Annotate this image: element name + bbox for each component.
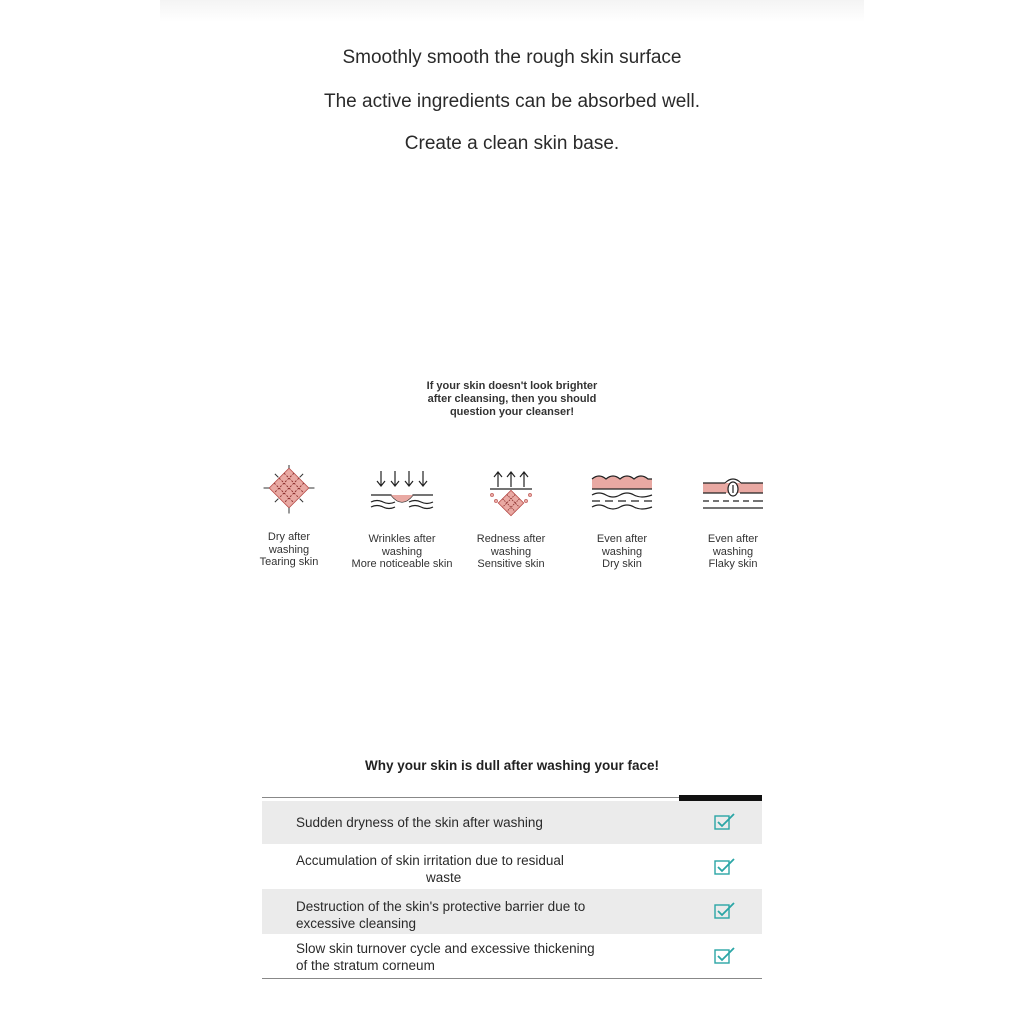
reason-text <box>296 853 636 886</box>
symptom-dry-tearing <box>230 465 348 569</box>
symptom-wrinkles <box>343 465 461 571</box>
reason-line: Sudden dryness of the skin after washing <box>296 815 543 830</box>
reason-line: of the stratum corneum <box>296 957 435 973</box>
caption-line: washing <box>268 543 310 556</box>
reason-line: Accumulation of skin irritation due to residual <box>296 853 564 868</box>
cleanser-question <box>380 380 644 419</box>
reasons-table-title: Why your skin is dull after washing your face! <box>364 758 660 773</box>
question-line: after cleansing, then you should <box>427 393 597 405</box>
symptom-dry-skin <box>563 465 681 571</box>
symptom-caption <box>674 533 792 571</box>
flaky-pore-icon <box>698 465 768 523</box>
reason-text <box>296 815 636 832</box>
top-fade-band <box>160 0 864 22</box>
caption-line: washing <box>381 545 423 558</box>
headline-absorption: The active ingredients can be absorbed well. <box>323 91 700 112</box>
caption-line: Flaky skin <box>708 558 758 570</box>
checkbox-checked-icon <box>714 858 736 876</box>
reason-line: Destruction of the skin's protective barrier due to <box>296 899 586 914</box>
table-row <box>262 889 762 934</box>
question-line: question your cleanser! <box>449 406 575 418</box>
symptom-caption <box>230 531 348 569</box>
symptom-caption <box>343 533 461 571</box>
caption-line: washing <box>601 545 643 558</box>
caption-line: Dry after <box>267 531 311 543</box>
redness-rising-icon <box>476 465 546 523</box>
table-row <box>262 844 762 889</box>
caption-line: More noticeable skin <box>351 558 453 570</box>
caption-line: Sensitive skin <box>477 558 545 570</box>
wrinkle-pressure-icon <box>367 465 437 523</box>
symptom-caption <box>452 533 570 571</box>
reason-line: waste <box>426 869 462 885</box>
reason-text <box>296 941 636 974</box>
symptom-caption <box>563 533 681 571</box>
caption-line: Tearing skin <box>259 556 319 568</box>
reason-line: Slow skin turnover cycle and excessive thickening <box>296 941 595 956</box>
symptom-redness <box>452 465 570 571</box>
checkbox-checked-icon <box>714 813 736 831</box>
caption-line: washing <box>712 545 754 558</box>
table-row <box>262 801 762 844</box>
caption-line: Redness after <box>476 533 546 545</box>
cracked-skin-icon <box>254 465 324 523</box>
reason-text <box>296 899 636 932</box>
headline-smooth-surface: Smoothly smooth the rough skin surface <box>342 47 682 68</box>
caption-line: washing <box>490 545 532 558</box>
caption-line: Wrinkles after <box>368 533 436 545</box>
reason-line: excessive cleansing <box>296 915 417 931</box>
caption-line: Even after <box>707 533 759 545</box>
caption-line: Dry skin <box>602 558 642 570</box>
dry-skin-layers-icon <box>587 465 657 523</box>
headline-clean-base: Create a clean skin base. <box>404 133 620 154</box>
question-line: If your skin doesn't look brighter <box>426 380 598 392</box>
caption-line: Even after <box>596 533 648 545</box>
table-bottom-divider <box>262 978 762 979</box>
symptom-flaky-skin <box>674 465 792 571</box>
checkbox-checked-icon <box>714 902 736 920</box>
table-row <box>262 934 762 978</box>
checkbox-checked-icon <box>714 947 736 965</box>
